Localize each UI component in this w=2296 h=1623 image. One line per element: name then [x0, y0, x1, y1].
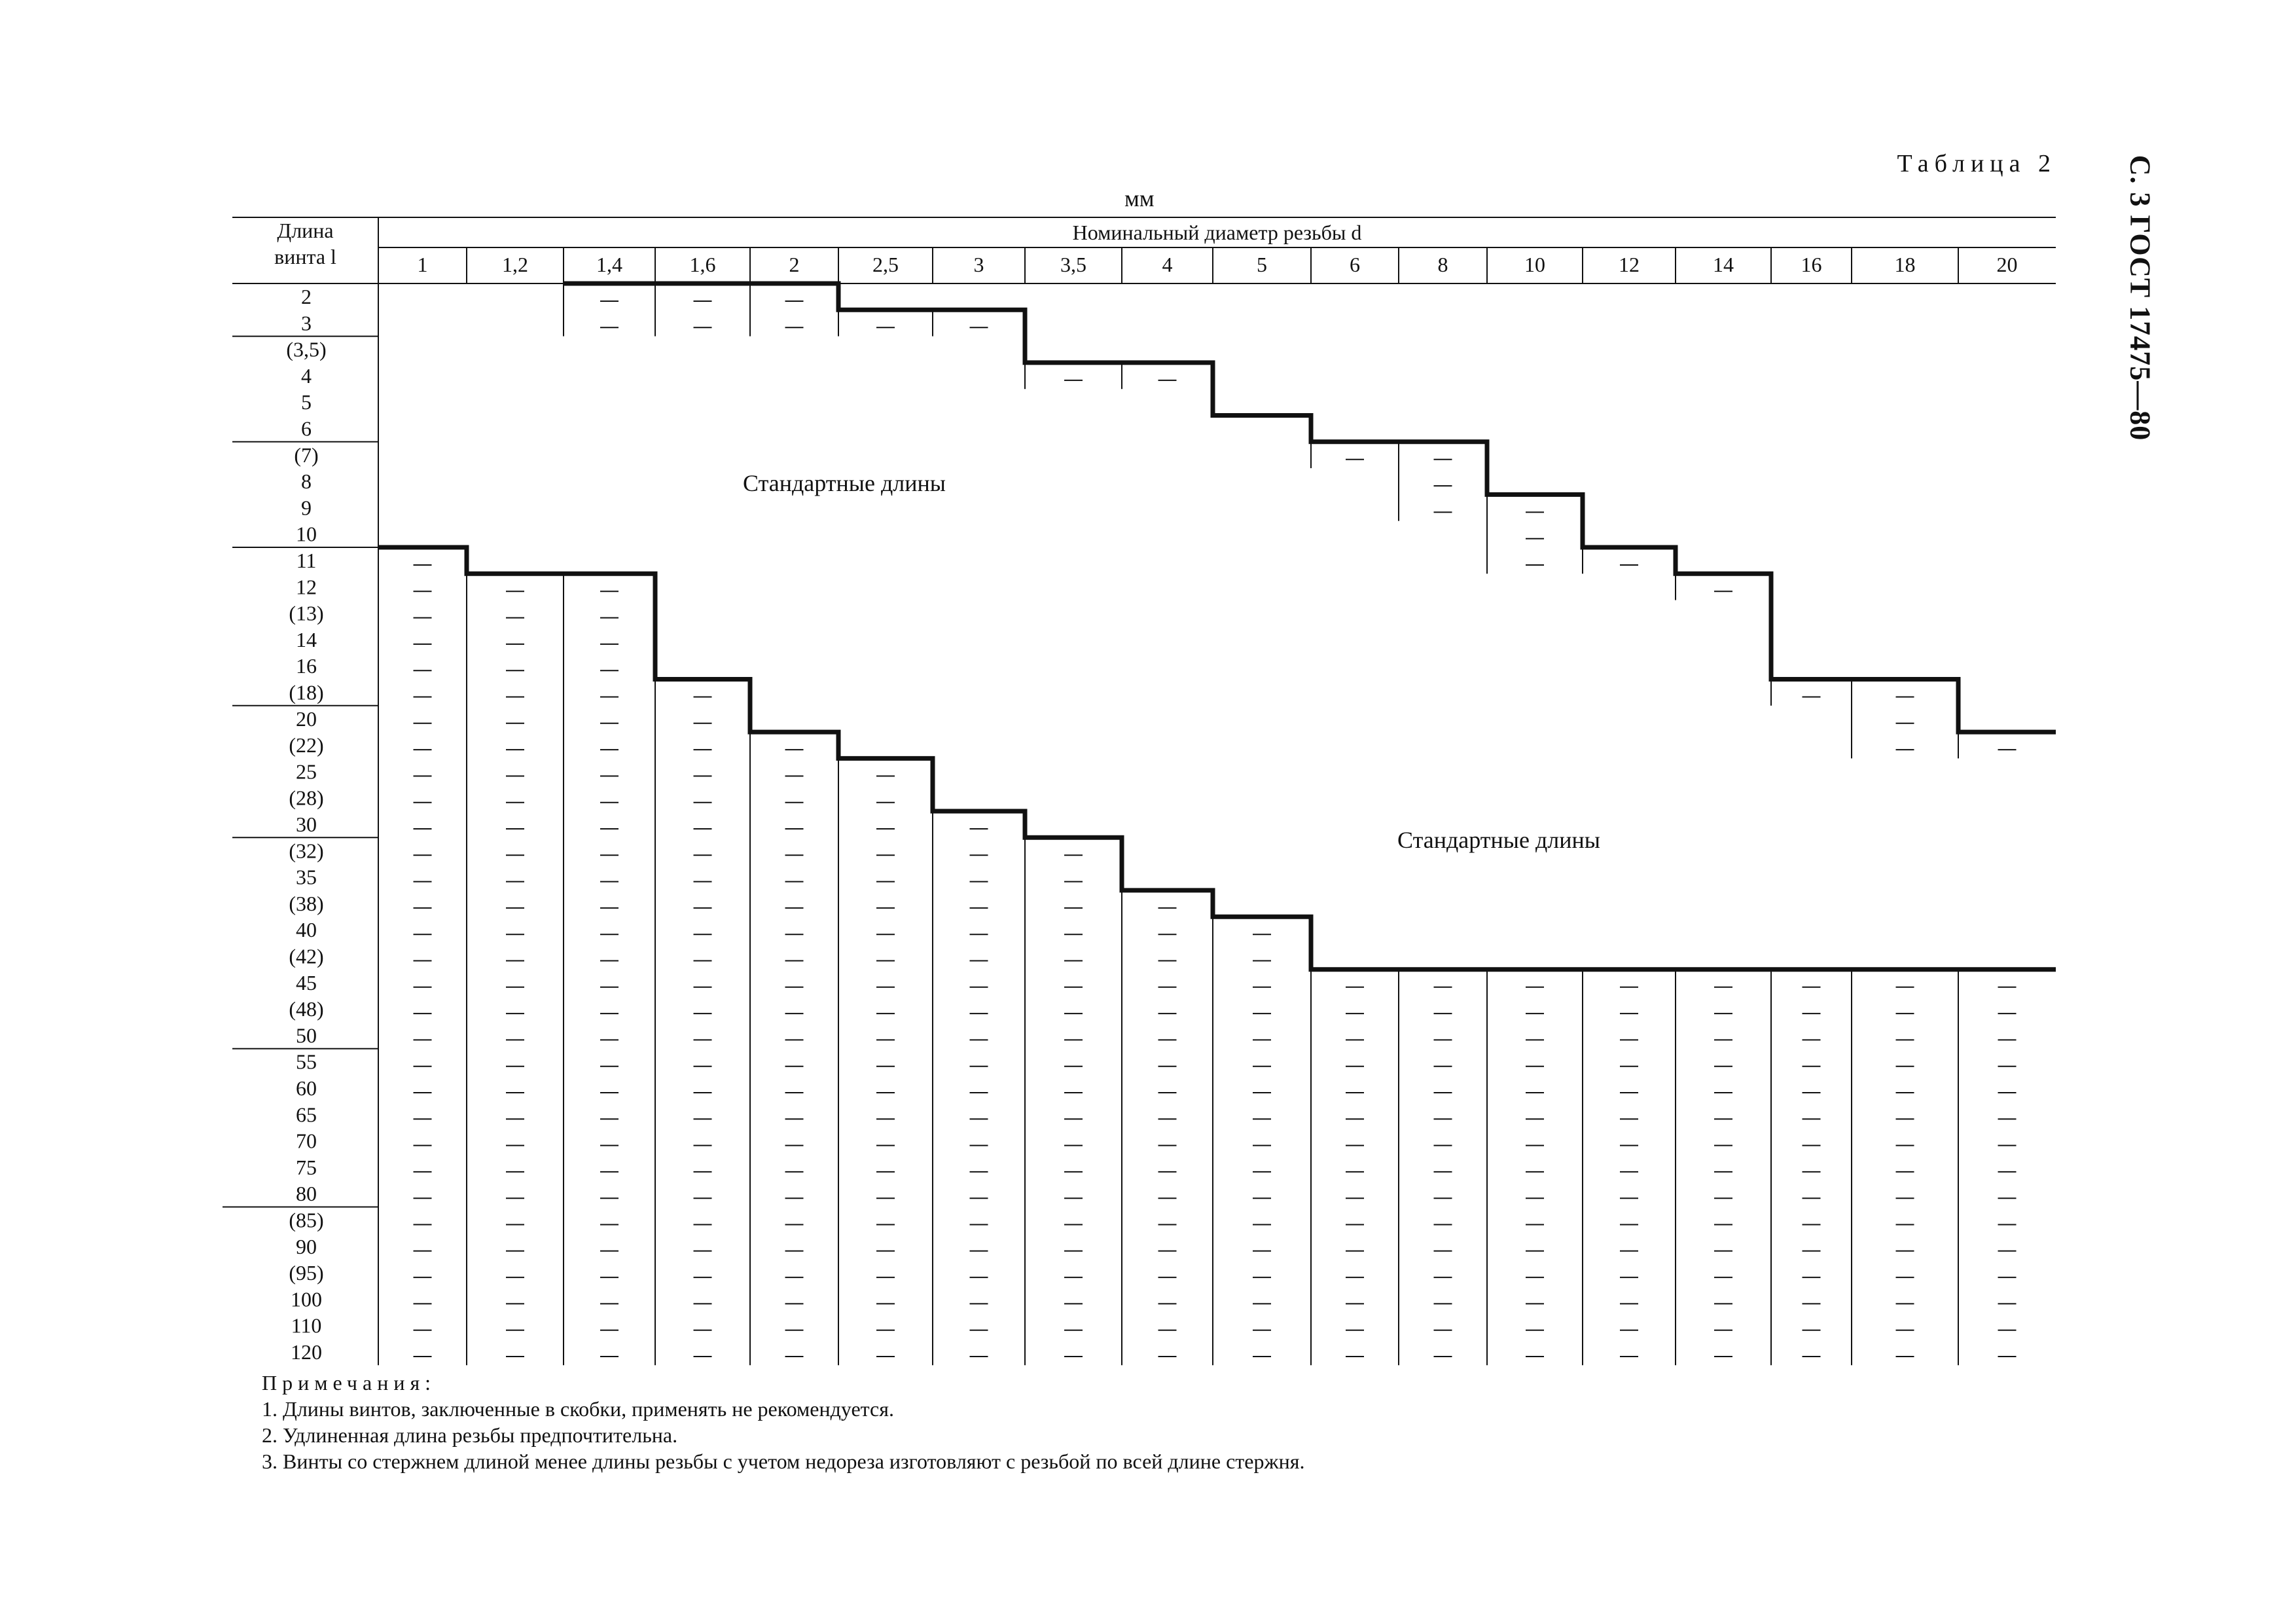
length-cell: 14 [296, 627, 317, 651]
diameter-cell: 5 [1257, 253, 1267, 276]
length-cell: (85) [289, 1208, 324, 1232]
length-cell: 55 [296, 1049, 317, 1074]
diameter-cell: 3 [973, 253, 984, 276]
lower-staircase [378, 547, 2056, 970]
standard-lengths-label-upper: Стандартные длины [743, 470, 946, 496]
unit-label: мм [1124, 185, 1155, 211]
diameter-cell: 16 [1801, 253, 1822, 276]
length-cell: (38) [289, 891, 324, 915]
diameter-cell: 1,2 [502, 253, 528, 276]
length-cell: 5 [301, 390, 312, 414]
diameter-cell: 12 [1619, 253, 1640, 276]
note-3: 3. Винты со стержнем длиной менее длины резьбы с учетом недореза изготовляют с резьбой по всей длине стержня. [262, 1450, 1305, 1473]
length-cell: 90 [296, 1234, 317, 1258]
length-cell: 35 [296, 865, 317, 889]
length-cell: 45 [296, 970, 317, 994]
length-cell: 75 [296, 1155, 317, 1179]
length-cell: 16 [296, 654, 317, 678]
diameter-cell: 8 [1437, 253, 1448, 276]
length-header-line2: винта l [274, 245, 336, 268]
diameter-cell: 1,4 [596, 253, 622, 276]
length-cell: 70 [296, 1129, 317, 1153]
length-cell: 40 [296, 918, 317, 942]
length-cell: 20 [296, 706, 317, 731]
length-cell: 25 [296, 759, 317, 784]
diameter-cell: 14 [1713, 253, 1734, 276]
diameter-cell: 6 [1350, 253, 1360, 276]
length-cell: 60 [296, 1076, 317, 1100]
length-cell: (22) [289, 733, 324, 757]
length-cell: 80 [296, 1182, 317, 1206]
length-cell: 120 [291, 1340, 322, 1364]
length-cell: 9 [301, 496, 312, 520]
length-cell: 11 [296, 549, 317, 572]
diameter-cell: 4 [1162, 253, 1173, 276]
diameter-cell: 2 [789, 253, 800, 276]
length-cell: 65 [296, 1103, 317, 1127]
length-cell: 10 [296, 522, 317, 546]
length-cell: (32) [289, 839, 324, 863]
length-cell: 2 [301, 285, 312, 308]
diameter-cell: 1,6 [689, 253, 716, 276]
length-cell: 12 [296, 575, 317, 599]
diameter-cell: 18 [1894, 253, 1916, 276]
standard-lengths-label-lower: Стандартные длины [1397, 827, 1600, 853]
length-cell: (28) [289, 786, 324, 810]
length-cell: 30 [296, 812, 317, 836]
length-cell: (13) [289, 601, 324, 625]
diameter-cell: 1 [417, 253, 428, 276]
length-cell: (42) [289, 944, 324, 968]
note-1: 1. Длины винтов, заключенные в скобки, применять не рекомендуется. [262, 1397, 894, 1421]
length-cell: (48) [289, 997, 324, 1021]
length-cell: 6 [301, 416, 312, 441]
length-cell: (95) [289, 1261, 324, 1285]
upper-staircase [564, 283, 2056, 732]
note-2: 2. Удлиненная длина резьбы предпочтительна. [262, 1423, 678, 1447]
diameter-header: Номинальный диаметр резьбы d [1072, 221, 1362, 244]
length-cell: 110 [291, 1313, 322, 1338]
notes-block [262, 1370, 1304, 1474]
length-cell: 8 [301, 469, 312, 494]
notes-heading: Примечания: [262, 1371, 437, 1395]
table-label: Таблица 2 [1897, 150, 2056, 177]
length-cell: 100 [291, 1287, 322, 1311]
diameter-cell: 2,5 [872, 253, 899, 276]
length-cell: (3,5) [286, 337, 327, 361]
diameter-cell: 10 [1524, 253, 1545, 276]
length-cell: (18) [289, 680, 324, 704]
standard-reference: С. 3 ГОСТ 17475—80 [2124, 155, 2157, 441]
diameter-cell: 20 [1996, 253, 2018, 276]
length-cell: 4 [301, 363, 312, 388]
length-cell: 3 [301, 311, 312, 335]
diameter-cell: 3,5 [1060, 253, 1086, 276]
length-cell: 50 [296, 1023, 317, 1048]
length-cell: (7) [294, 443, 319, 467]
length-header-line1: Длина [277, 219, 334, 242]
